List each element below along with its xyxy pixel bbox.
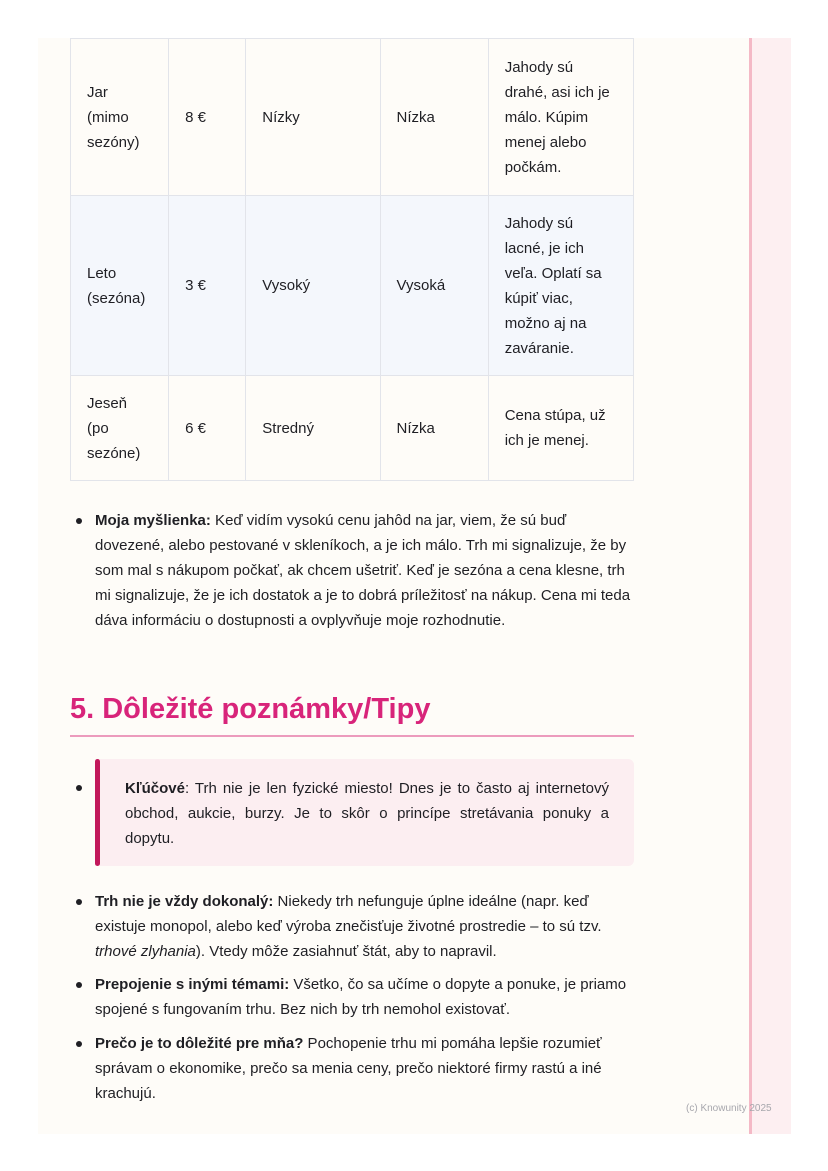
price-cell: 6 € (169, 376, 246, 481)
tip-label: Prečo je to dôležité pre mňa? (95, 1035, 304, 1052)
tip-italic-term: trhové zlyhania (95, 943, 196, 960)
price-cell: 3 € (169, 196, 246, 376)
table-row (71, 376, 634, 481)
callout-bullet-dot (76, 785, 82, 791)
list-item (95, 972, 635, 1022)
heading-underline (70, 735, 634, 737)
page-margin-strip (749, 38, 791, 1134)
callout-body: : Trh nie je len fyzické miesto! Dnes je to často aj internetový obchod, aukcie, burzy. Je to skôr o princípe stretávania ponuky a dopytu. (125, 780, 609, 847)
callout-text (125, 776, 609, 851)
tip-text: Niekedy trh nefunguje úplne ideálne (napr. keď existuje monopol, alebo keď výroba znečisťuje životné prostredie – to sú tzv. (95, 893, 602, 935)
list-item (95, 1031, 635, 1106)
tip-text: Pochopenie trhu mi pomáha lepšie rozumieť správam o ekonomike, prečo sa menia ceny, prečo niektoré firmy rastú a iné krachujú. (95, 1035, 602, 1102)
season-cell: Jar (mimo sezóny) (71, 39, 169, 196)
supply-cell: Nízka (380, 376, 488, 481)
demand-cell: Nízky (246, 39, 380, 196)
demand-cell: Vysoký (246, 196, 380, 376)
tip-label: Prepojenie s inými témami: (95, 976, 290, 993)
supply-cell: Nízka (380, 39, 488, 196)
page-margin-line (749, 38, 752, 1134)
list-item (95, 889, 635, 964)
callout-accent-bar (95, 759, 100, 866)
table-row (71, 39, 634, 196)
table-row (71, 196, 634, 376)
thought-bullet (95, 508, 635, 633)
tip-label: Trh nie je vždy dokonalý: (95, 893, 274, 910)
season-cell: Jeseň (po sezóne) (71, 376, 169, 481)
decision-cell: Jahody sú lacné, je ich veľa. Oplatí sa kúpiť viac, možno aj na zaváranie. (488, 196, 633, 376)
section-heading: 5. Dôležité poznámky/Tipy (70, 693, 431, 725)
demand-cell: Stredný (246, 376, 380, 481)
thought-label: Moja myšlienka: (95, 512, 211, 529)
season-cell: Leto (sezóna) (71, 196, 169, 376)
strawberry-season-table (70, 38, 634, 481)
copyright-footer: (c) Knowunity 2025 (686, 1103, 772, 1114)
decision-cell: Cena stúpa, už ich je menej. (488, 376, 633, 481)
tip-text-tail: ). Vtedy môže zasiahnuť štát, aby to napravil. (195, 943, 497, 960)
tip-text: Všetko, čo sa učíme o dopyte a ponuke, je priamo spojené s fungovaním trhu. Bez nich by trh nemohol existovať. (95, 976, 627, 1018)
decision-cell: Jahody sú drahé, asi ich je málo. Kúpim menej alebo počkám. (488, 39, 633, 196)
price-cell: 8 € (169, 39, 246, 196)
supply-cell: Vysoká (380, 196, 488, 376)
thought-text: Keď vidím vysokú cenu jahôd na jar, viem, že sú buď dovezené, alebo pestované v skleníkoch, a je ich málo. Trh mi signalizuje, že by som mal s nákupom počkať, ak chcem ušetriť. Keď je sezóna a cena klesne, trh mi signalizuje, že je ich dostatok a je to dobrá príležitosť na nákup. Cena mi teda dáva informáciu o dostupnosti a ovplyvňuje moje rozhodnutie. (95, 512, 631, 629)
callout-label: Kľúčové (125, 780, 185, 797)
